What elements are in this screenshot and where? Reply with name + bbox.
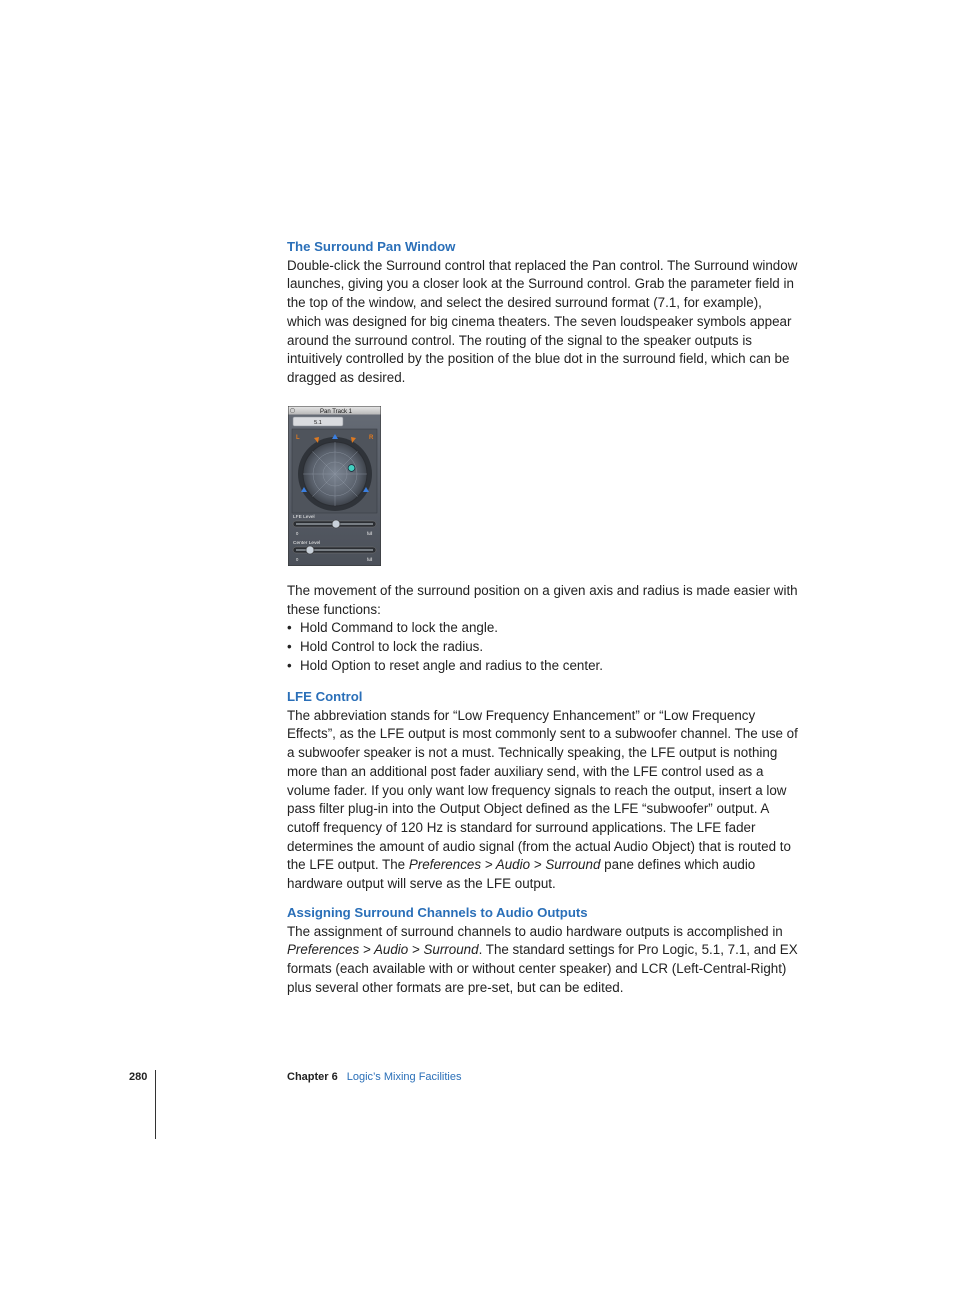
footer-divider — [155, 1070, 156, 1139]
list-item: • Hold Control to lock the radius. — [287, 638, 799, 657]
chapter-title: Logic’s Mixing Facilities — [346, 1071, 462, 1083]
list-item: • Hold Option to reset angle and radius to the center. — [287, 657, 799, 676]
section-heading: The Surround Pan Window — [287, 239, 456, 254]
section-lfe-control — [287, 688, 799, 894]
body-paragraph: Double-click the Surround control that replaced the Pan control. The Surround window launches, giving you a closer look at the Surround control. Grab the parameter field in the top of the window, and select the desired surround format (7.1, for example), which was designed for big cinema theaters. The seven loudspeaker symbols appear around the surround control. The routing of the signal to the speaker outputs is intuitively controlled by the position of the blue dot in the surround field, which can be dragged as desired. — [287, 257, 798, 385]
lfe-min-label: 0 — [296, 531, 299, 536]
body-paragraph — [287, 707, 799, 894]
list-item: • Hold Command to lock the angle. — [287, 619, 799, 638]
pan-window-screenshot — [288, 406, 381, 566]
chapter-footer — [287, 1071, 461, 1083]
right-label: R — [369, 435, 374, 441]
center-min-label: 0 — [296, 557, 299, 562]
center-level-label: Center Level — [293, 541, 321, 546]
format-value: 5.1 — [314, 420, 322, 426]
lfe-level-label: LFE Level — [293, 515, 315, 520]
window-title: Pan Track 1 — [319, 408, 353, 415]
body-text: . The standard settings for Pro Logic, 5.1, 7.1, and EX formats (each available with or without center speaker) and LCR (Left-Central-Right) plus several other formats are pre-set, but can be edited. — [287, 942, 798, 995]
center-slider-knob[interactable] — [306, 546, 314, 554]
functions-intro: The movement of the surround position on a given axis and radius is made easier with these functions: — [287, 583, 798, 617]
section-heading: Assigning Surround Channels to Audio Outputs — [287, 905, 588, 920]
lfe-max-label: full — [367, 531, 373, 536]
close-icon[interactable] — [290, 408, 294, 412]
preferences-path: Preferences > Audio > Surround — [408, 857, 601, 873]
surround-field[interactable] — [298, 437, 372, 511]
body-text: The assignment of surround channels to audio hardware outputs is accomplished in — [287, 923, 783, 939]
lfe-slider-knob[interactable] — [332, 520, 340, 528]
page-number: 280 — [129, 1071, 148, 1083]
functions-list — [287, 619, 799, 675]
body-text: The abbreviation stands for “Low Frequency Enhancement” or “Low Frequency Effects”, as the LFE output is most commonly sent to a subwoofer channel. The use of a subwoofer speaker is not a must. Technically speaking, the LFE output is nothing more than an additional post fader auxiliary send, with the LFE control used as a volume fader. If you only want low frequency signals to reach the output, insert a low pass filter plug-in into the Output Object defined as the LFE “subwoofer” output. A cutoff frequency of 120 Hz is standard for surround applications. The LFE fader determines the amount of audio signal (from the actual Audio Object) that is routed to the LFE output. The — [287, 707, 798, 873]
chapter-label: Chapter 6 — [287, 1071, 338, 1083]
center-max-label: full — [367, 557, 373, 562]
body-text: pane defines which audio hardware output will serve as the LFE output. — [287, 857, 756, 892]
left-label: L — [296, 435, 300, 441]
pan-position-dot[interactable] — [348, 465, 355, 472]
body-paragraph — [287, 923, 799, 998]
section-assigning-outputs — [287, 904, 799, 998]
section-functions — [287, 582, 799, 676]
preferences-path: Preferences > Audio > Surround — [287, 942, 479, 958]
section-heading: LFE Control — [287, 689, 363, 704]
section-surround-pan-window — [287, 238, 799, 388]
